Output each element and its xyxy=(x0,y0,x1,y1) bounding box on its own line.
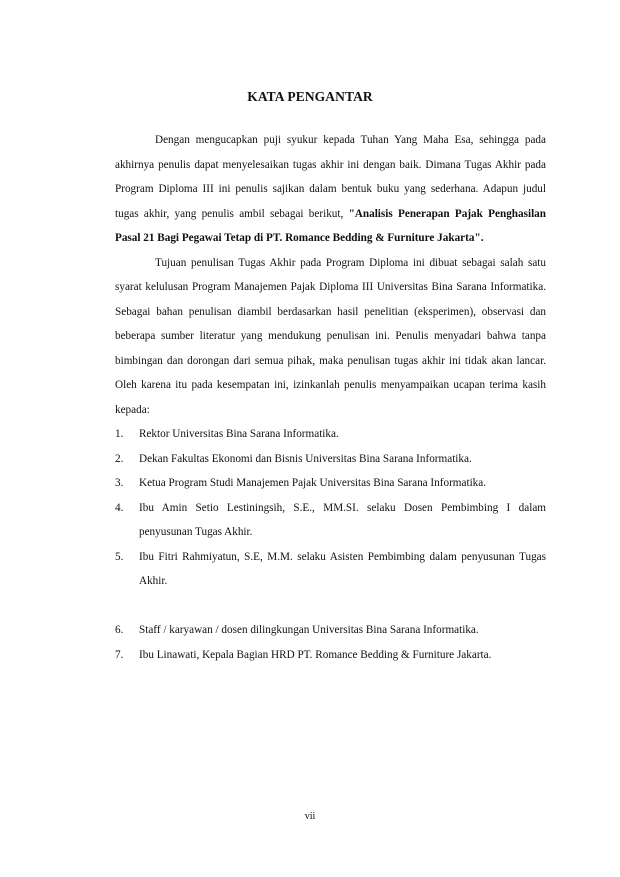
paragraph-purpose: Tujuan penulisan Tugas Akhir pada Program Diploma ini dibuat sebagai salah satu syarat kelulusan Program Manajemen Pajak Diploma III Universitas Bina Sarana Informatika. Sebagai bahan penulisan diambil berdasarkan hasil penelitian (eksperimen), observasi dan beberapa sumber literatur yang mendukung penulisan ini. Penulis menyadari bahwa tanpa bimbingan dan dorongan dari semua pihak, maka penulisan tugas akhir ini tidak akan lancar. Oleh karena itu pada kesempatan ini, izinkanlah penulis menyampaikan ucapan terima kasih kepada: xyxy=(115,256,546,416)
list-item xyxy=(115,496,546,545)
list-item-number: 5. xyxy=(115,550,124,563)
list-item-text: Staff / karyawan / dosen dilingkungan Universitas Bina Sarana Informatika. xyxy=(139,624,479,636)
list-item xyxy=(115,447,546,472)
list-item xyxy=(115,471,546,496)
list-item xyxy=(115,618,546,643)
page-number: vii xyxy=(304,811,316,822)
list-item-text: Ketua Program Studi Manajemen Pajak Universitas Bina Sarana Informatika. xyxy=(139,477,487,489)
page-title: KATA PENGANTAR xyxy=(247,89,373,104)
acknowledgement-list xyxy=(115,422,546,667)
list-item xyxy=(115,545,546,594)
list-item-number: 3. xyxy=(115,477,124,489)
thesis-title-end: . xyxy=(480,232,484,244)
paragraph-intro-text: Dengan mengucapkan puji syukur kepada Tuhan Yang Maha Esa, sehingga pada akhirnya penulis dapat menyelesaikan tugas akhir ini dengan baik. Dimana Tugas Akhir pada Program Diploma III ini penulis sajikan dalam bentuk buku yang sederhana. Adapun judul tugas akhir, yang penulis ambil sebagai berikut, xyxy=(115,134,546,220)
thesis-title: "Analisis Penerapan Pajak Penghasilan Pasal 21 Bagi Pegawai Tetap di PT. Romance Bedding & Furniture Jakarta" xyxy=(115,207,546,244)
list-item xyxy=(115,643,546,668)
list-item-number: 6. xyxy=(115,624,124,636)
paragraph-intro xyxy=(115,128,546,251)
list-item-text: Ibu Amin Setio Lestiningsih, S.E., MM.SI. selaku Dosen Pembimbing I dalam penyusunan Tugas Akhir. xyxy=(139,501,546,538)
list-item-number: 7. xyxy=(115,648,124,661)
list-item-text: Dekan Fakultas Ekonomi dan Bisnis Universitas Bina Sarana Informatika. xyxy=(139,452,472,465)
list-item-text: Rektor Universitas Bina Sarana Informatika. xyxy=(139,428,339,440)
list-item-number: 1. xyxy=(115,428,124,440)
list-item-text: Ibu Fitri Rahmiyatun, S.E, M.M. selaku Asisten Pembimbing dalam penyusunan Tugas Akhir. xyxy=(139,550,546,587)
list-item-text: Ibu Linawati, Kepala Bagian HRD PT. Romance Bedding & Furniture Jakarta. xyxy=(139,648,492,661)
list-item xyxy=(115,422,546,447)
body-text xyxy=(115,128,546,667)
list-item-number: 4. xyxy=(115,501,124,514)
list-item-number: 2. xyxy=(115,452,124,465)
